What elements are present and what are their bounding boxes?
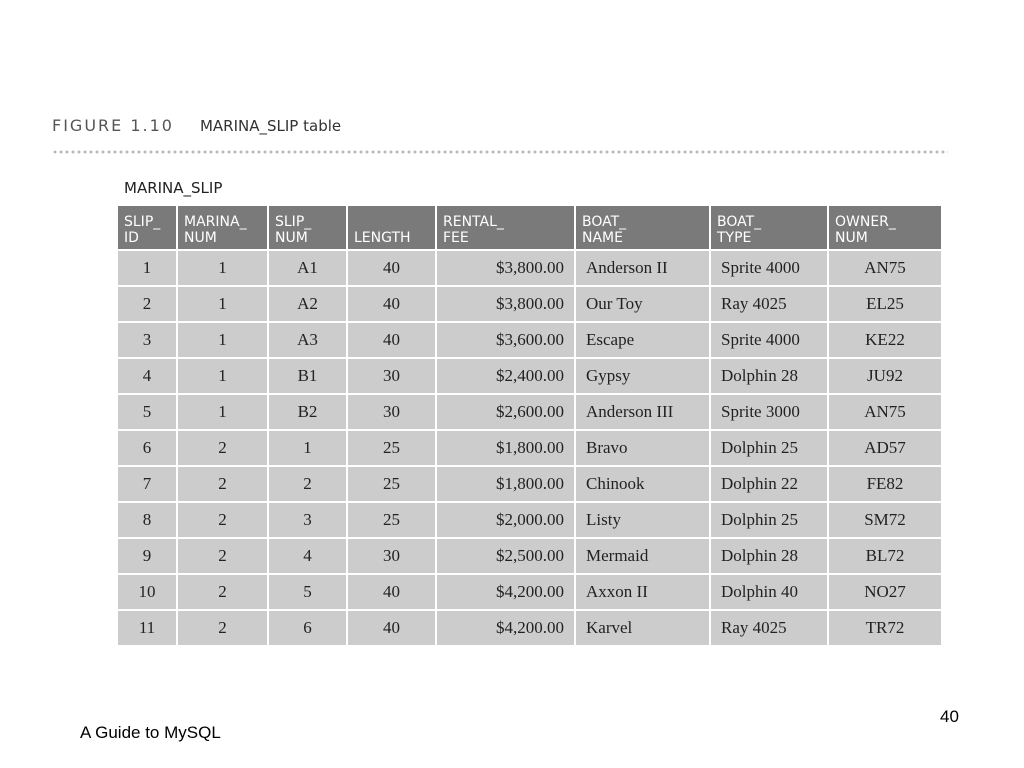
table-cell: Dolphin 28 [711, 539, 827, 573]
table-cell: B2 [269, 395, 346, 429]
column-header: RENTAL_ FEE [437, 206, 574, 249]
table-cell: Sprite 4000 [711, 323, 827, 357]
table-cell: Gypsy [576, 359, 709, 393]
table-cell: 1 [178, 395, 267, 429]
table-cell: $2,600.00 [437, 395, 574, 429]
table-cell: B1 [269, 359, 346, 393]
table-row [118, 467, 941, 501]
table-cell: Anderson II [576, 251, 709, 285]
table-cell: Listy [576, 503, 709, 537]
table-cell: Ray 4025 [711, 611, 827, 645]
column-header: SLIP_ ID [118, 206, 176, 249]
table-row [118, 539, 941, 573]
table-cell: Dolphin 25 [711, 503, 827, 537]
table-cell: 5 [269, 575, 346, 609]
table-cell: 6 [269, 611, 346, 645]
table-cell: 40 [348, 611, 435, 645]
table-cell: $2,400.00 [437, 359, 574, 393]
table-row [118, 611, 941, 645]
table-cell: A3 [269, 323, 346, 357]
table-cell: Our Toy [576, 287, 709, 321]
table-cell: Sprite 4000 [711, 251, 827, 285]
table-row [118, 503, 941, 537]
table-cell: 2 [178, 503, 267, 537]
table-cell: 2 [178, 431, 267, 465]
table-cell: Axxon II [576, 575, 709, 609]
column-header: OWNER_ NUM [829, 206, 941, 249]
table-cell: SM72 [829, 503, 941, 537]
table-cell: 1 [118, 251, 176, 285]
table-cell: Dolphin 25 [711, 431, 827, 465]
table-cell: Dolphin 40 [711, 575, 827, 609]
table-cell: 8 [118, 503, 176, 537]
table-cell: 3 [269, 503, 346, 537]
footer-text: A Guide to MySQL [80, 723, 221, 742]
table-cell: $2,000.00 [437, 503, 574, 537]
table-row [118, 251, 941, 285]
table-cell: 2 [269, 467, 346, 501]
table-cell: $1,800.00 [437, 467, 574, 501]
table-cell: 4 [118, 359, 176, 393]
column-header: BOAT_ NAME [576, 206, 709, 249]
table-cell: A2 [269, 287, 346, 321]
table-row [118, 359, 941, 393]
table-cell: 1 [178, 359, 267, 393]
table-row [118, 287, 941, 321]
table-cell: Bravo [576, 431, 709, 465]
table-cell: 25 [348, 467, 435, 501]
table-cell: 11 [118, 611, 176, 645]
table-cell: 30 [348, 395, 435, 429]
table-cell: $3,800.00 [437, 287, 574, 321]
table-cell: 2 [118, 287, 176, 321]
table-cell: 6 [118, 431, 176, 465]
table-cell: $4,200.00 [437, 611, 574, 645]
table-cell: NO27 [829, 575, 941, 609]
table-cell: 2 [178, 539, 267, 573]
table-row [118, 395, 941, 429]
table-cell: 2 [178, 575, 267, 609]
table-cell: $1,800.00 [437, 431, 574, 465]
table-cell: Dolphin 22 [711, 467, 827, 501]
table-cell: A1 [269, 251, 346, 285]
table-cell: 30 [348, 539, 435, 573]
table-cell: 25 [348, 503, 435, 537]
table-cell: JU92 [829, 359, 941, 393]
column-header: SLIP_ NUM [269, 206, 346, 249]
table-cell: $2,500.00 [437, 539, 574, 573]
table-cell: 40 [348, 575, 435, 609]
table-cell: 25 [348, 431, 435, 465]
table-cell: Karvel [576, 611, 709, 645]
table-cell: Chinook [576, 467, 709, 501]
table-cell: 30 [348, 359, 435, 393]
table-cell: 1 [178, 287, 267, 321]
table-cell: 40 [348, 287, 435, 321]
table-cell: EL25 [829, 287, 941, 321]
page-number: 40 [940, 707, 959, 726]
table-cell: Mermaid [576, 539, 709, 573]
table-cell: 5 [118, 395, 176, 429]
table-cell: 1 [178, 251, 267, 285]
column-header: LENGTH [348, 206, 435, 249]
table-cell: $3,800.00 [437, 251, 574, 285]
table-cell: 2 [178, 611, 267, 645]
table-cell: AN75 [829, 251, 941, 285]
column-header: BOAT_ TYPE [711, 206, 827, 249]
table-cell: 1 [178, 323, 267, 357]
table-cell: $4,200.00 [437, 575, 574, 609]
table-cell: Escape [576, 323, 709, 357]
table-cell: Dolphin 28 [711, 359, 827, 393]
table-name: MARINA_SLIP [124, 179, 223, 197]
table-cell: AD57 [829, 431, 941, 465]
table-cell: 7 [118, 467, 176, 501]
table-header-row [118, 206, 941, 249]
table-cell: TR72 [829, 611, 941, 645]
table-cell: 10 [118, 575, 176, 609]
table-cell: KE22 [829, 323, 941, 357]
table-cell: 9 [118, 539, 176, 573]
table-cell: 40 [348, 323, 435, 357]
table-cell: 1 [269, 431, 346, 465]
dotted-divider [52, 148, 948, 156]
table-cell: BL72 [829, 539, 941, 573]
table-cell: Ray 4025 [711, 287, 827, 321]
table-cell: AN75 [829, 395, 941, 429]
column-header: MARINA_ NUM [178, 206, 267, 249]
table-cell: $3,600.00 [437, 323, 574, 357]
table-cell: Sprite 3000 [711, 395, 827, 429]
table-cell: 4 [269, 539, 346, 573]
table-cell: FE82 [829, 467, 941, 501]
table-cell: 3 [118, 323, 176, 357]
marina-slip-table [116, 204, 943, 647]
table-row [118, 575, 941, 609]
figure-number: FIGURE 1.10 [52, 116, 174, 135]
table-cell: 2 [178, 467, 267, 501]
table-row [118, 431, 941, 465]
table-row [118, 323, 941, 357]
figure-caption [52, 116, 341, 135]
table-cell: 40 [348, 251, 435, 285]
figure-title: MARINA_SLIP table [199, 117, 342, 135]
table-cell: Anderson III [576, 395, 709, 429]
